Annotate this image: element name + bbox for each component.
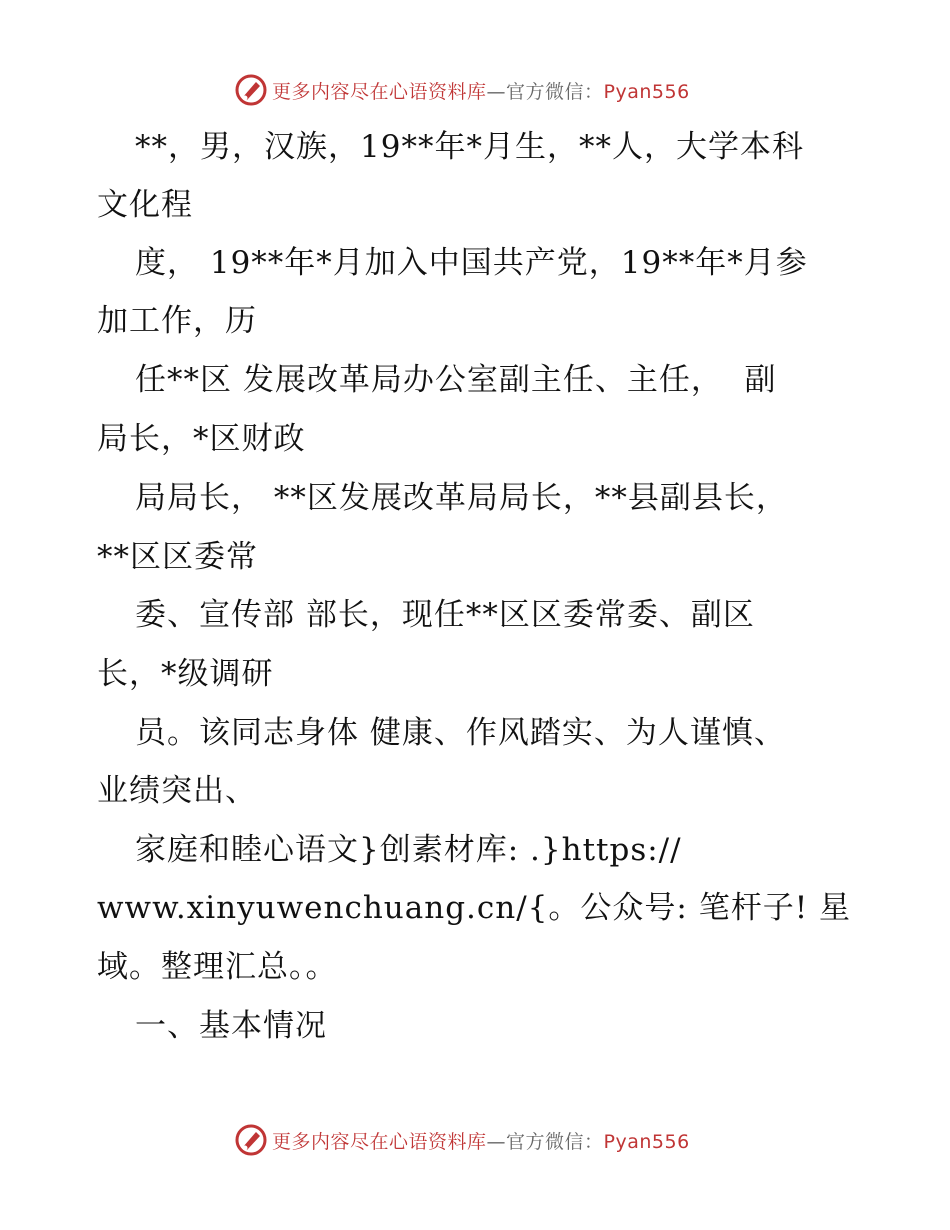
body-line-4: 加工作，历 bbox=[97, 303, 257, 339]
body-line-15: 域。整理汇总。。 bbox=[97, 949, 338, 985]
section-heading-basic-info: 一、基本情况 bbox=[135, 1008, 327, 1044]
header-watermark-banner bbox=[234, 72, 690, 108]
banner-wechat-id: Pyan556 bbox=[603, 80, 690, 103]
banner-wechat-id: Pyan556 bbox=[603, 1130, 690, 1153]
body-line-14: www.xinyuwenchuang.cn/{。公众号: 笔杆子! 星 bbox=[97, 890, 852, 926]
body-line-11: 员。该同志身体 健康、作风踏实、为人谨慎、 bbox=[135, 715, 786, 751]
brand-logo-icon bbox=[234, 1123, 268, 1157]
body-line-12: 业绩突出、 bbox=[97, 773, 257, 809]
body-line-13: 家庭和睦心语文}创素材库: .}https:// bbox=[135, 832, 682, 868]
banner-sub-text: 官方微信： bbox=[506, 80, 604, 103]
body-line-5: 任**区 发展改革局办公室副主任、主任， 副 bbox=[135, 362, 777, 398]
banner-dash: — bbox=[486, 1130, 507, 1153]
body-line-9: 委、宣传部 部长，现任**区区委常委、副区 bbox=[135, 597, 755, 633]
banner-main-text: 更多内容尽在心语资料库 bbox=[272, 1130, 487, 1153]
body-line-6: 局长，*区财政 bbox=[97, 421, 306, 457]
body-line-2: 文化程 bbox=[97, 187, 193, 223]
brand-logo-icon bbox=[234, 73, 268, 107]
body-line-1: **，男，汉族，19**年*月生，**人，大学本科 bbox=[135, 129, 804, 165]
banner-main-text: 更多内容尽在心语资料库 bbox=[272, 80, 487, 103]
banner-sub-text: 官方微信： bbox=[506, 1130, 604, 1153]
body-line-3: 度， 19**年*月加入中国共产党，19**年*月参 bbox=[135, 245, 808, 281]
body-line-7: 局局长， **区发展改革局局长，**县副县长， bbox=[135, 480, 788, 516]
footer-watermark-banner bbox=[234, 1122, 690, 1158]
body-line-10: 长，*级调研 bbox=[97, 656, 274, 692]
banner-dash: — bbox=[486, 80, 507, 103]
body-line-8: **区区委常 bbox=[97, 539, 258, 575]
